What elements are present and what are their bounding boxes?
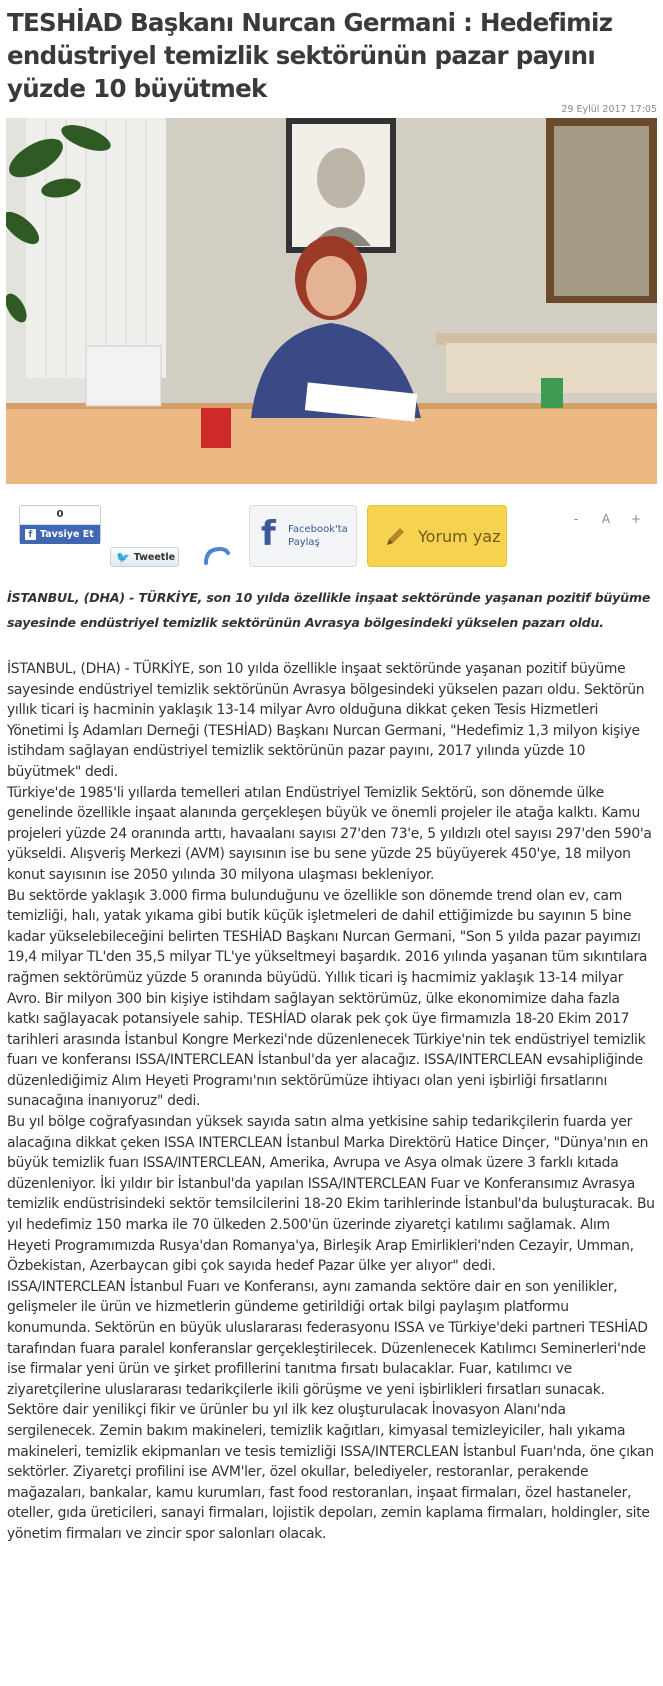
article-paragraph: İSTANBUL, (DHA) - TÜRKİYE, son 10 yılda özellikle inşaat sektöründe yaşanan pozitif büyüme sayesinde endüstriyel temizlik sektörünün Avrasya bölgesindeki yükselen pazarı oldu. Sektörün yıllık ticari iş hacminin yaklaşık 13-14 milyar Avro olduğuna dikkat çeken Tesis Hizmetleri Yönetimi İş Adamları Derneği (TESHİAD) Başkanı Nurcan Germani, "Hedefimiz 1,3 milyon kişiye istihdam sağlayan endüstriyel temizlik sektörünün pazar payını, 2017 yılında yüzde 10 büyütmek" dedi.: [7, 661, 645, 780]
like-button[interactable]: [20, 525, 100, 544]
facebook-share-label: [288, 523, 348, 549]
article-photo-illustration: [6, 118, 657, 484]
twitter-bird-icon: 🐦: [116, 550, 130, 564]
font-size-label: A: [601, 512, 611, 526]
article-lead: İSTANBUL, (DHA) - TÜRKİYE, son 10 yılda özellikle inşaat sektöründe yaşanan pozitif büyüme sayesinde endüstriyel temizlik sektörünün Avrasya bölgesindeki yükselen pazarı oldu.: [7, 590, 651, 630]
write-comment-button[interactable]: [367, 505, 507, 567]
tweet-button[interactable]: [110, 547, 179, 567]
article-paragraph: Bu yıl bölge coğrafyasından yüksek sayıda satın alma yetkisine sahip tedarikçilerin fuarda yer alacağına dikkat çeken ISSA INTERCLEAN İstanbul Marka Direktörü Hatice Dinçer, "Dünya'nın en büyük temizlik fuarı ISSA/INTERCLEAN, Amerika, Avrupa ve Asya olmak üzere 3 farklı kıtada düzenleniyor. İki yıldır bir İstanbul'da yapılan ISSA/INTERCLEAN Fuar ve Konferansımız Avrasya temizlik endüstrisindeki sektör temsilcilerini 18-20 Ekim tarihlerinde İstanbul'da buluşturacak. Bu yıl hedefimiz 150 marka ile 70 ülkeden 2.500'ün üzerinde ziyaretçi katılımı sağlamak. Alım Heyeti Programımızda Rusya'dan Romanya'ya, Birleşik Arap Emirlikleri'nden Cezayir, Umman, Özbekistan, Azerbaycan gibi çok sayıda hedef Pazar ülke yer alıyor" dedi.: [7, 1114, 655, 1275]
font-increase-button[interactable]: +: [630, 512, 642, 526]
article-date: 29 Eylül 2017 17:05: [561, 104, 657, 115]
write-comment-label: Yorum yaz: [418, 526, 501, 546]
like-count: 0: [20, 506, 100, 525]
article-photo: [6, 118, 657, 484]
like-label: Tavsiye Et: [40, 529, 94, 540]
facebook-like-widget[interactable]: [19, 505, 101, 544]
article-paragraph: ISSA/INTERCLEAN İstanbul Fuarı ve Konferansı, aynı zamanda sektöre dair en son yenilikler, gelişmeler ile ürün ve hizmetlerin gündeme getirildiği ortak bilgi paylaşım platformu konumunda. Sektörün en büyük uluslararası federasyonu ISSA ve Türkiye'deki partneri TESHİAD tarafından fuara paralel konferanslar gerçekleştirilecek. Düzenlenecek Katılımcı Seminerleri'nde ise firmalar yeni ürün ve şirket profillerini tanıtma fırsatı bulacaklar. Fuar, katılımcı ve ziyaretçilerine uluslararası tedarikçilerle ikili görüşme ve yeni işbirlikleri fırsatları sunacak. Sektöre dair yenilikçi fikir ve ürünler bu yıl ilk kez oluşturulacak İnovasyon Alanı'nda sergilenecek. Zemin bakım makineleri, temizlik kağıtları, kimyasal temizleyiciler, halı yıkama makineleri, temizlik ekipmanları ve tesis temizliği ISSA/INTERCLEAN İstanbul Fuarı'nda, öne çıkan sektörler. Ziyaretçi profilini ise AVM'ler, özel okullar, belediyeler, restoranlar, perakende mağazaları, bankalar, kamu kurumları, fast food restoranları, inşaat firmaları, özel hastaneler, oteller, gıda üreticileri, sanayi firmaları, lojistik depoları, zemin kaplama firmaları, holdingler, site yönetim firmaları ve zincir spor salonları olacak.: [7, 1278, 654, 1542]
font-decrease-button[interactable]: -: [573, 512, 579, 526]
facebook-share-label-line-1: Facebook'ta: [288, 524, 348, 535]
google-plus-widget[interactable]: [190, 505, 240, 567]
pencil-icon: [384, 524, 408, 548]
tweet-label: Tweetle: [133, 551, 176, 563]
facebook-share-label-line-2: Paylaş: [288, 537, 320, 548]
article-paragraph: Bu sektörde yaklaşık 3.000 firma bulunduğunu ve özellikle son dönemde trend olan ev, cam temizliği, halı, yatak yıkama gibi butik küçük işletmeleri de dahil ettiğimizde bu sayının 5 bine kadar yükselebileceğini belirten TESHİAD Başkanı Nurcan Germani, "Son 5 yılda pazar payımızı 19,4 milyar TL'den 35,5 milyar TL'ye yükseltmeyi başardık. 2016 yılında yaşanan tüm sıkıntılara rağmen sektörümüz yüzde 5 oranında büyüdü. Yıllık ticari iş hacmimiz yaklaşık 13-14 milyar Avro. Bir milyon 300 bin kişiye istihdam sağlayan sektörümüz, ülke ekonomimize daha fazla katkı sağlayacak potansiyele sahip. TESHİAD olarak pek çok üye firmamızla 18-20 Ekim 2017 tarihleri arasında İstanbul Kongre Merkezi'nde düzenlenecek Türkiye'nin tek endüstriyel temizlik fuarı ve konferansı ISSA/INTERCLEAN İstanbul'da yer alacağız. ISSA/INTERCLEAN evsahipliğinde düzenlediğimiz Alım Heyeti Programı'nın sektörümüze ihtiyacı olan yeni işbirliği fırsatlarını sunacağına inanıyoruz" dedi.: [7, 887, 648, 1110]
article-body: [7, 659, 655, 1545]
google-plus-icon: [202, 545, 230, 565]
article-paragraph: Türkiye'de 1985'li yıllarda temelleri atılan Endüstriyel Temizlik Sektörü, son dönemde ülke genelinde özellikle inşaat alanında gerçekleşen büyük ve önemli projeler ile atağa kalktı. Kamu projeleri yüzde 24 oranında arttı, havaalanı sayısı 27'den 73'e, 5 yıldızlı otel sayısı 297'den 590'a yükseldi. Alışveriş Merkezi (AVM) sayısının ise bu sene yüzde 25 büyüyerek 450'ye, 18 milyon konut sayısının ise 2050 yılında 30 milyona ulaşması bekleniyor.: [7, 784, 652, 883]
facebook-icon: f: [261, 514, 276, 554]
facebook-share-button[interactable]: [249, 505, 357, 567]
font-size-tools: [566, 510, 646, 528]
article-title: TESHİAD Başkanı Nurcan Germani : Hedefimiz endüstriyel temizlik sektörünün pazar payını yüzde 10 büyütmek: [7, 8, 613, 103]
facebook-icon: f: [25, 529, 36, 540]
